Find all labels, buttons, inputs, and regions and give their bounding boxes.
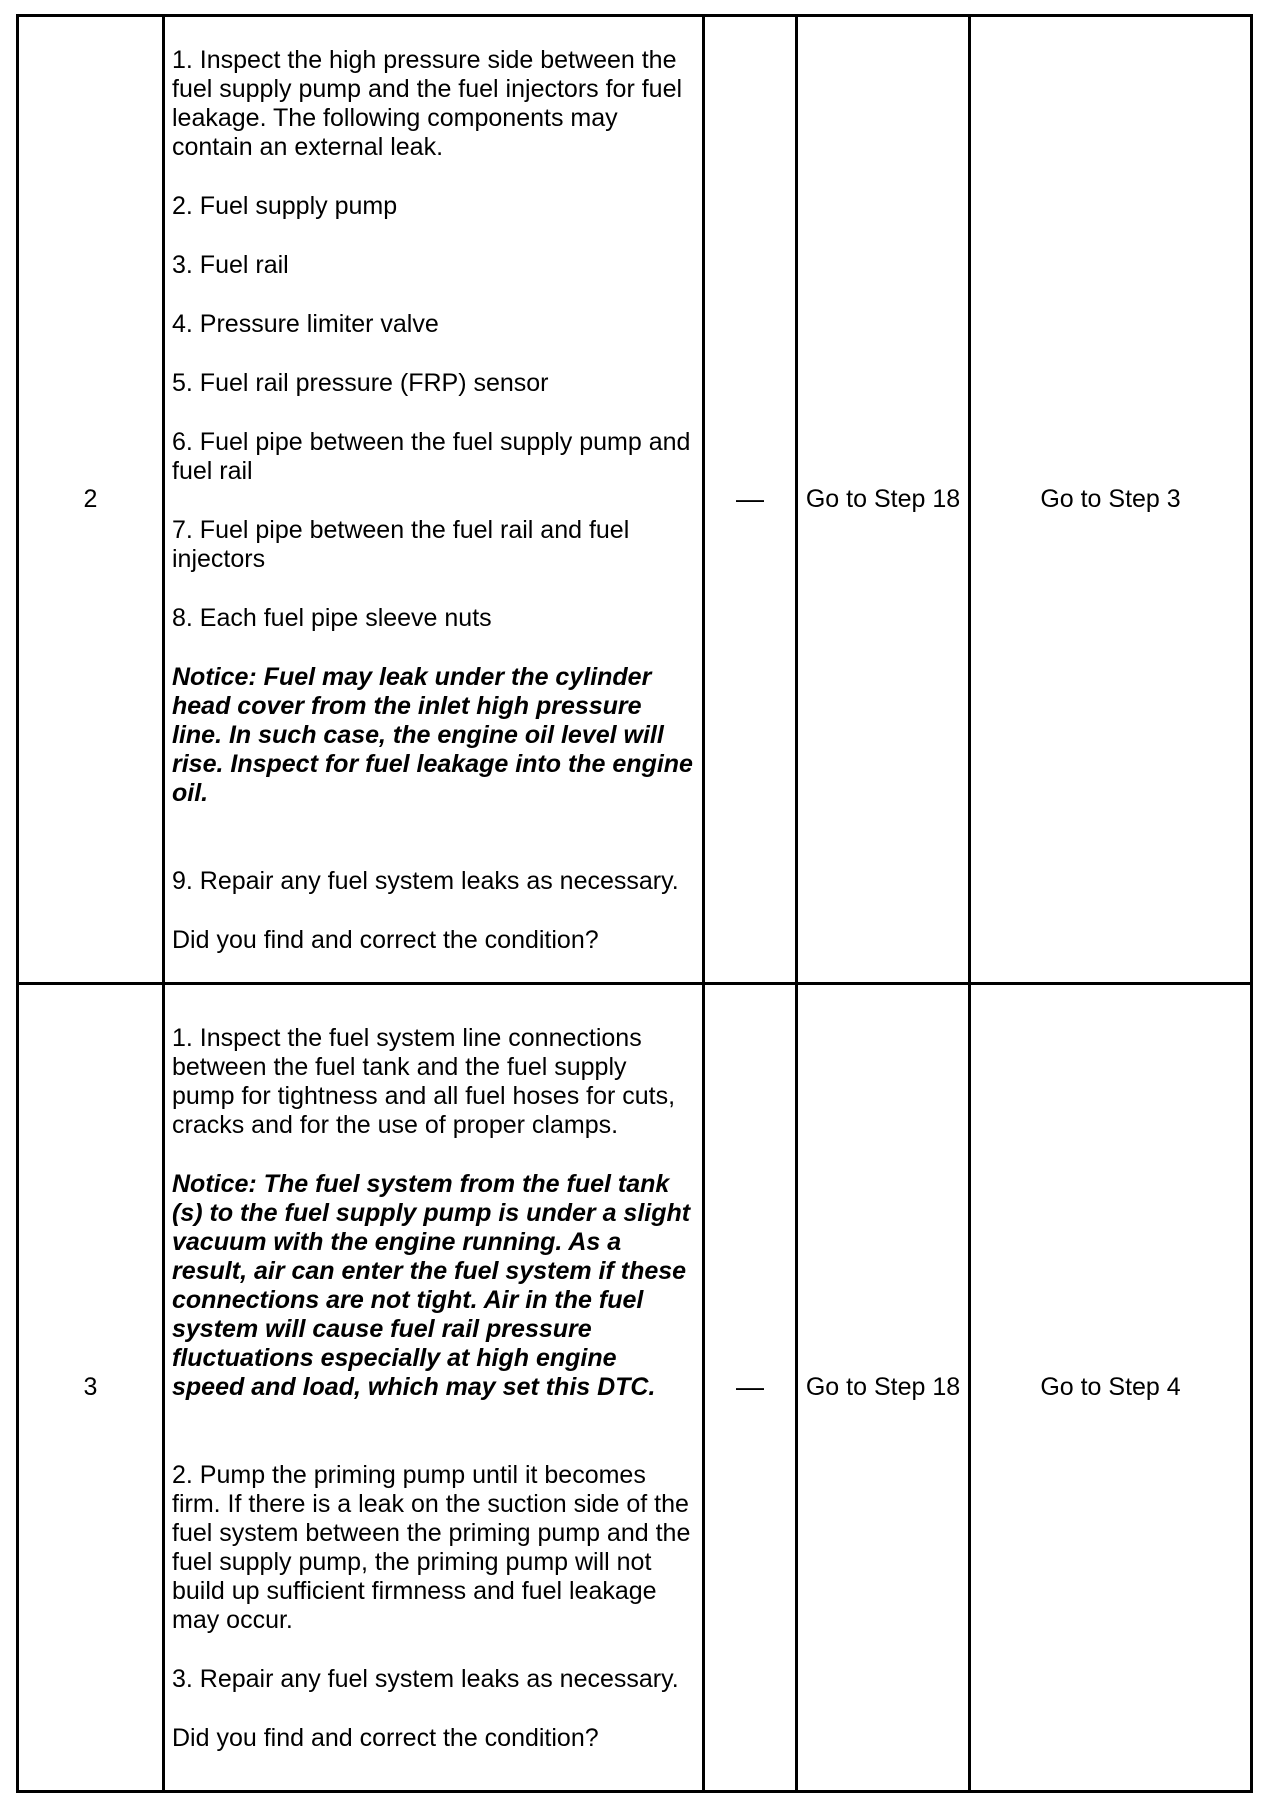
yes-cell: Go to Step 18	[797, 984, 970, 1792]
action-cell	[164, 984, 704, 1792]
action-item: 7. Fuel pipe between the fuel rail and fuel injectors	[172, 516, 630, 573]
notice-text: Notice: Fuel may leak under the cylinder head cover from the inlet high pressure line. In such case, the engine oil level will rise. Inspect for fuel leakage into the engine oil.	[172, 663, 693, 807]
action-item: 6. Fuel pipe between the fuel supply pump and fuel rail	[172, 428, 691, 485]
yes-cell: Go to Step 18	[797, 16, 970, 984]
value-dash: —	[736, 483, 764, 514]
table-row-step-2	[18, 16, 1252, 984]
action-item: 2. Fuel supply pump	[172, 192, 398, 220]
action-item: 2. Pump the priming pump until it becomes firm. If there is a leak on the suction side of the fuel system between the priming pump and the fuel supply pump, the priming pump will not build up sufficient firmness and fuel leakage may occur.	[172, 1461, 691, 1634]
action-item: 4. Pressure limiter valve	[172, 310, 439, 338]
action-cell	[164, 16, 704, 984]
action-item: 5. Fuel rail pressure (FRP) sensor	[172, 369, 549, 397]
question-text: Did you find and correct the condition?	[172, 926, 599, 954]
action-item: 8. Each fuel pipe sleeve nuts	[172, 604, 492, 632]
table-row-step-3	[18, 984, 1252, 1792]
action-item: 1. Inspect the high pressure side between the fuel supply pump and the fuel injectors for fuel leakage. The following components may contain an external leak.	[172, 46, 683, 161]
notice-text: Notice: The fuel system from the fuel tank (s) to the fuel supply pump is under a slight vacuum with the engine running. As a result, air can enter the fuel system if these connections are not tight. Air in the fuel system will cause fuel rail pressure fluctuations especially at high engine speed and load, which may set this DTC.	[172, 1170, 691, 1401]
value-dash: —	[736, 1371, 764, 1402]
no-cell: Go to Step 4	[970, 984, 1252, 1792]
value-cell	[704, 984, 797, 1792]
action-item: 9. Repair any fuel system leaks as necessary.	[172, 867, 679, 895]
question-text: Did you find and correct the condition?	[172, 1724, 599, 1752]
no-cell: Go to Step 3	[970, 16, 1252, 984]
value-cell	[704, 16, 797, 984]
action-item: 1. Inspect the fuel system line connections between the fuel tank and the fuel supply pump for tightness and all fuel hoses for cuts, cracks and for the use of proper clamps.	[172, 1024, 676, 1139]
diagnostic-table	[16, 14, 1253, 1793]
action-item: 3. Fuel rail	[172, 251, 289, 279]
action-item: 3. Repair any fuel system leaks as necessary.	[172, 1665, 679, 1693]
step-number-cell: 3	[18, 984, 164, 1792]
step-number-cell: 2	[18, 16, 164, 984]
